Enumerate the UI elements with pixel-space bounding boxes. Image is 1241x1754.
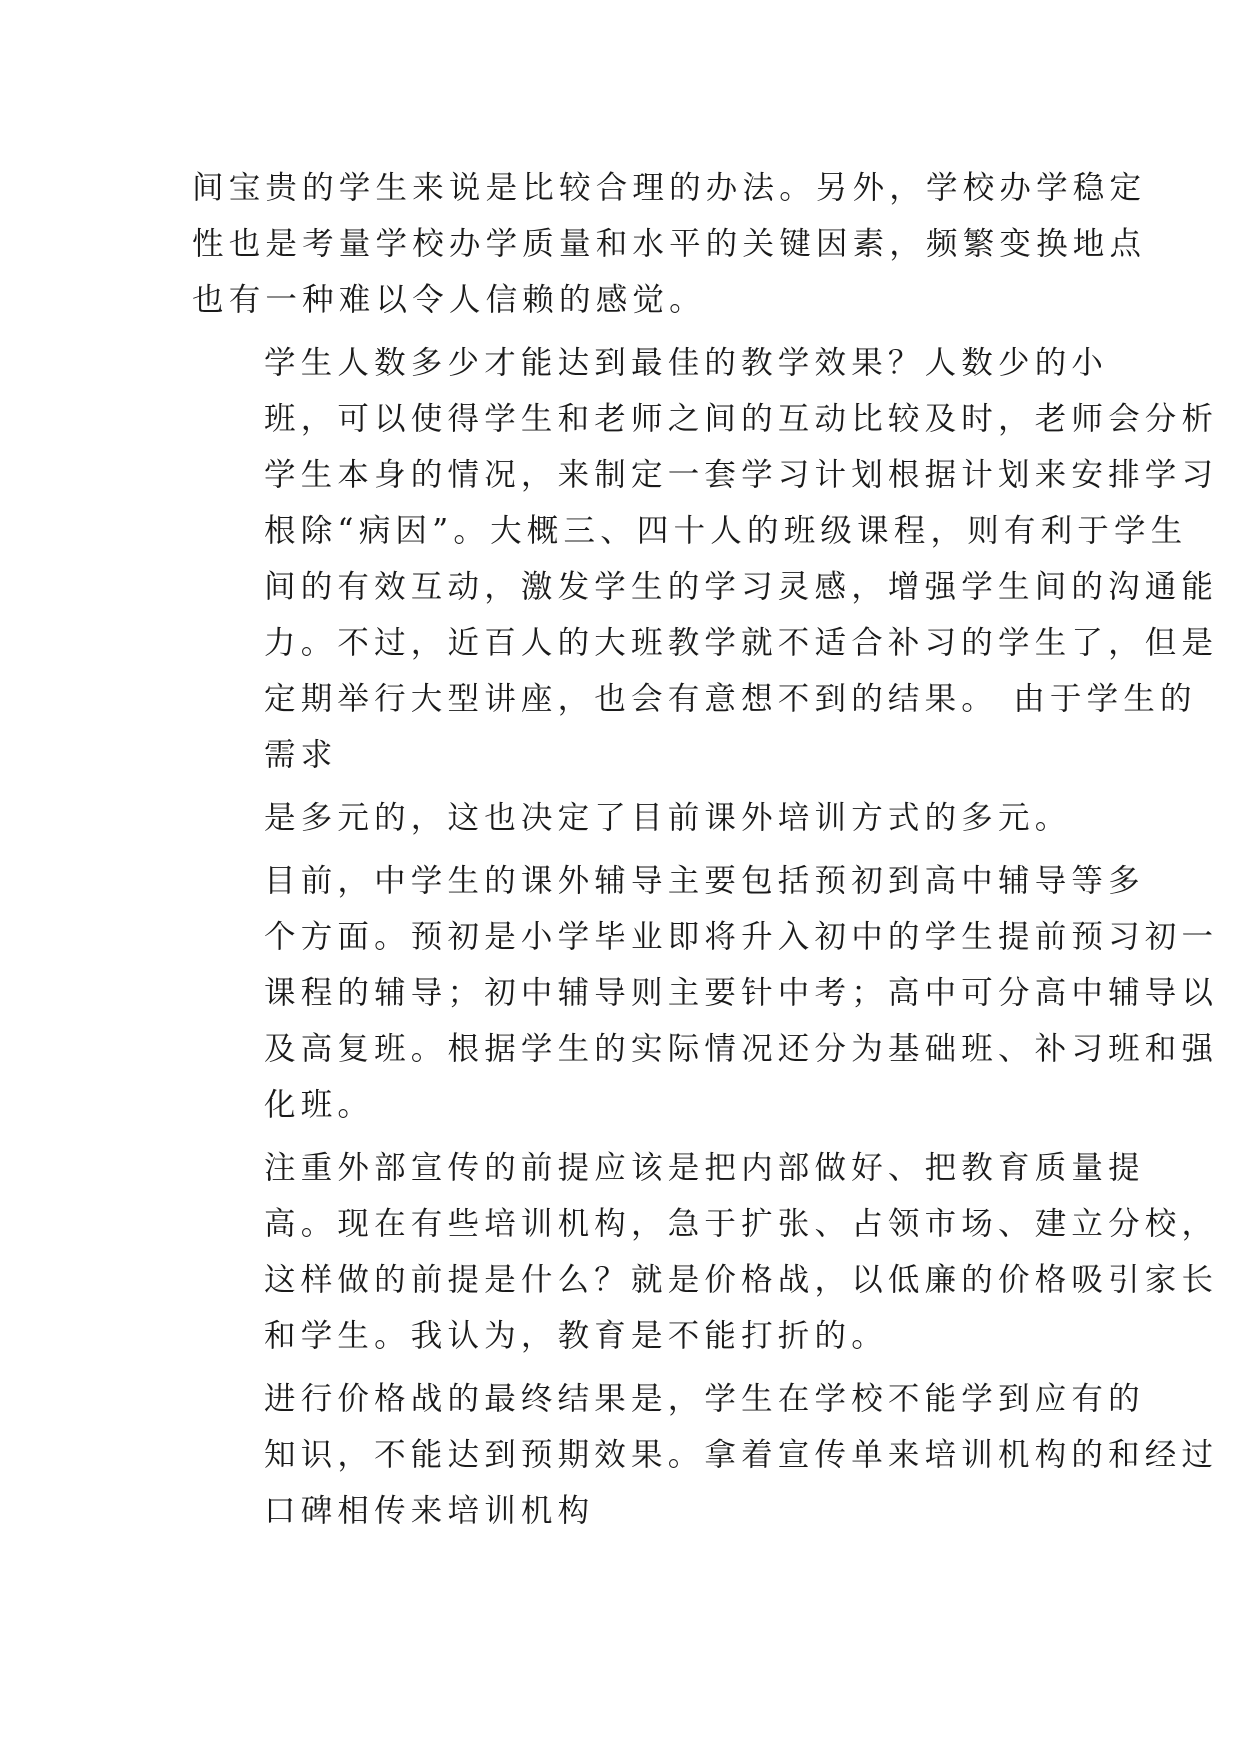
text-line: 是多元的，这也决定了目前课外培训方式的多元。 bbox=[264, 800, 1072, 836]
text-line: 定期举行大型讲座，也会有意想不到的结果。 由于学生的 bbox=[264, 681, 1197, 717]
text-line: 个方面。预初是小学毕业即将升入初中的学生提前预习初一 bbox=[264, 919, 1219, 955]
document-body bbox=[192, 160, 1219, 1546]
text-line: 这样做的前提是什么？就是价格战，以低廉的价格吸引家长 bbox=[264, 1262, 1219, 1298]
text-line: 学生人数多少才能达到最佳的教学效果？人数少的小 bbox=[264, 345, 1109, 381]
paragraph bbox=[192, 1140, 1219, 1364]
paragraph bbox=[192, 1371, 1219, 1539]
text-line: 及高复班。根据学生的实际情况还分为基础班、补习班和强 bbox=[264, 1031, 1219, 1067]
text-line: 间宝贵的学生来说是比较合理的办法。另外，学校办学稳定 bbox=[192, 170, 1147, 206]
text-line: 化班。 bbox=[264, 1087, 375, 1123]
text-line: 间的有效互动，激发学生的学习灵感，增强学生间的沟通能 bbox=[264, 569, 1219, 605]
text-line: 需求 bbox=[264, 737, 338, 773]
paragraph bbox=[192, 335, 1219, 783]
text-line: 力。不过，近百人的大班教学就不适合补习的学生了，但是 bbox=[264, 625, 1219, 661]
text-line: 课程的辅导；初中辅导则主要针中考；高中可分高中辅导以 bbox=[264, 975, 1219, 1011]
text-line: 目前，中学生的课外辅导主要包括预初到高中辅导等多 bbox=[264, 863, 1145, 899]
text-line: 根除“病因”。大概三、四十人的班级课程，则有利于学生 bbox=[264, 513, 1188, 549]
text-line: 性也是考量学校办学质量和水平的关键因素，频繁变换地点 bbox=[192, 226, 1147, 262]
paragraph bbox=[192, 853, 1219, 1133]
paragraph bbox=[192, 160, 1147, 328]
text-line: 知识，不能达到预期效果。拿着宣传单来培训机构的和经过 bbox=[264, 1437, 1219, 1473]
paragraph bbox=[192, 790, 1072, 846]
text-line: 注重外部宣传的前提应该是把内部做好、把教育质量提 bbox=[264, 1150, 1145, 1186]
text-line: 进行价格战的最终结果是，学生在学校不能学到应有的 bbox=[264, 1381, 1145, 1417]
text-line: 口碑相传来培训机构 bbox=[264, 1493, 595, 1529]
text-line: 班，可以使得学生和老师之间的互动比较及时，老师会分析 bbox=[264, 401, 1219, 437]
text-line: 学生本身的情况，来制定一套学习计划根据计划来安排学习 bbox=[264, 457, 1219, 493]
text-line: 也有一种难以令人信赖的感觉。 bbox=[192, 282, 706, 318]
text-line: 和学生。我认为，教育是不能打折的。 bbox=[264, 1318, 888, 1354]
text-line: 高。现在有些培训机构，急于扩张、占领市场、建立分校， bbox=[264, 1206, 1219, 1242]
